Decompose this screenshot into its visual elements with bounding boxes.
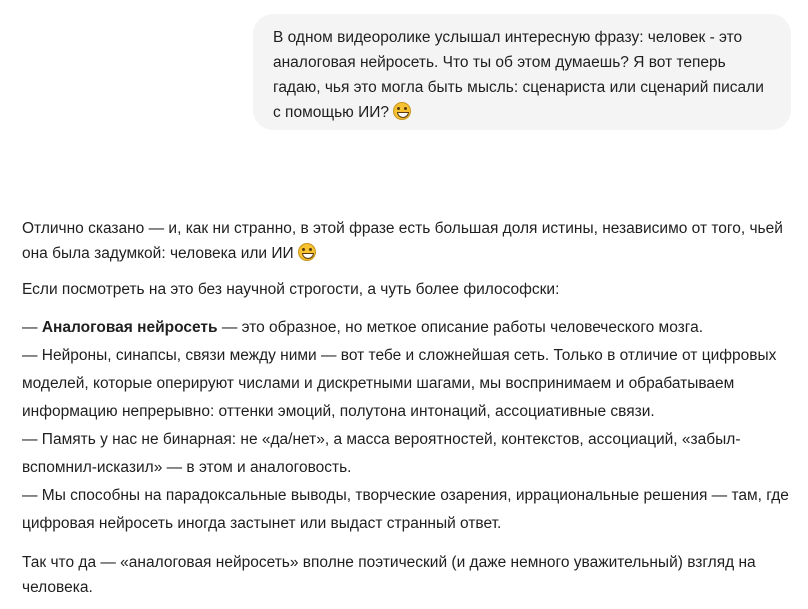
list-item: — Мы способны на парадоксальные выводы, творческие озарения, иррациональные решения — там, где цифровая нейросеть иногда застынет или выдаст странный ответ. bbox=[22, 487, 789, 532]
assistant-paragraph-conclusion: Так что да — «аналоговая нейросеть» вполне поэтический (и даже немного уважительный) взгляд на человека. bbox=[22, 554, 756, 596]
list-item-bold-term: Аналоговая нейросеть bbox=[41, 319, 218, 336]
assistant-list bbox=[22, 314, 798, 538]
list-item: — Память у нас не бинарная: не «да/нет», а масса вероятностей, контекстов, ассоциаций, «забыл-вспомнил-исказил» — в этом и аналоговость. bbox=[22, 431, 741, 476]
assistant-paragraph-intro-text: Отлично сказано — и, как ни странно, в этой фразе есть большая доля истины, независимо от того, чьей она была задумкой: человека или ИИ bbox=[22, 220, 783, 262]
grinning-face-emoji-icon bbox=[393, 102, 411, 120]
list-item-dash: — bbox=[22, 319, 42, 336]
assistant-paragraph-intro bbox=[22, 216, 798, 266]
grinning-face-emoji-icon bbox=[298, 243, 316, 261]
list-item-text: — это образное, но меткое описание работы человеческого мозга. bbox=[217, 319, 704, 336]
list-item bbox=[22, 314, 798, 342]
user-message-text: В одном видеоролике услышал интересную фразу: человек - это аналоговая нейросеть. Что ты об этом думаешь? Я вот теперь гадаю, чья это могла быть мысль: сценариста или сценарий писали с помощью ИИ? bbox=[273, 29, 764, 121]
list-item: — Нейроны, синапсы, связи между ними — вот тебе и сложнейшая сеть. Только в отличие от цифровых моделей, которые оперируют числами и дискретными шагами, мы воспринимаем и обрабатываем информацию непрерывно: оттенки эмоций, полутона интонаций, ассоциативные связи. bbox=[22, 347, 777, 420]
assistant-paragraph-lead: Если посмотреть на это без научной строгости, а чуть более философски: bbox=[22, 281, 560, 298]
assistant-message bbox=[22, 216, 798, 600]
user-message-bubble bbox=[253, 14, 791, 130]
